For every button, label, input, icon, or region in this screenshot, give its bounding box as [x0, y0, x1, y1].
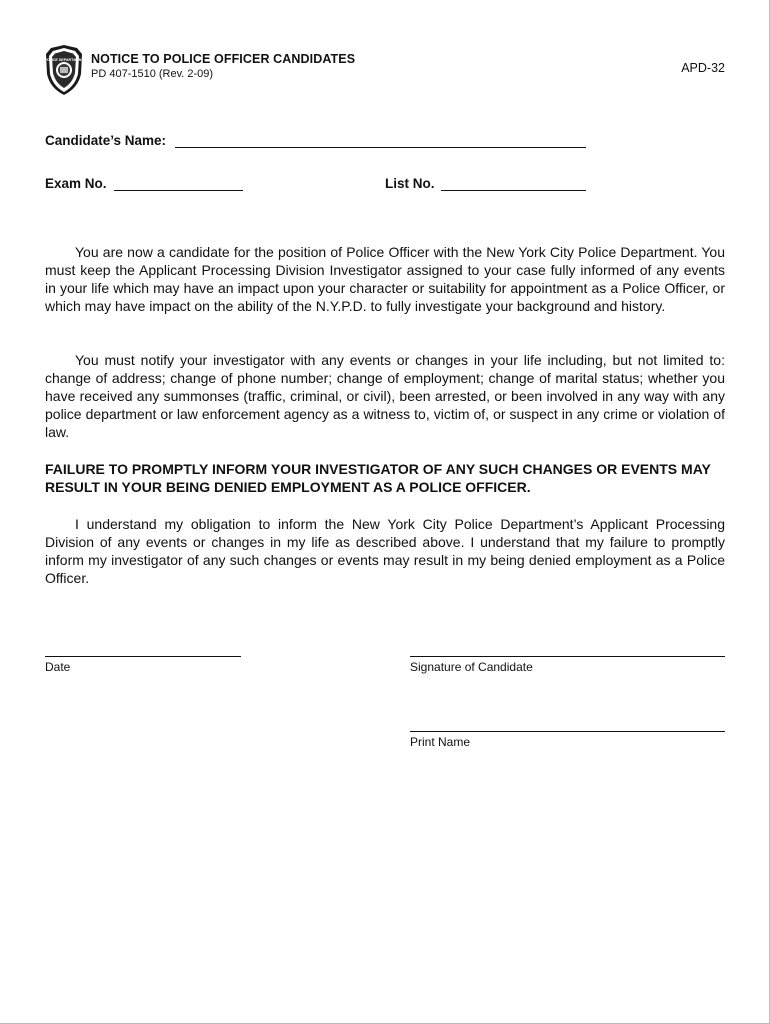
signature-field[interactable]: [410, 656, 725, 657]
paragraph-notify-investigator: [45, 351, 725, 441]
list-no-label: List No.: [385, 176, 435, 191]
paragraph-1-text: You are now a candidate for the position of Police Officer with the New York City Police Department. You must keep the Applicant Processing Division Investigator assigned to your case fully informed of any events in your life which may have an impact upon your character or suitability for appointment as a Police Officer, or which may have impact on the ability of the N.Y.P.D. to fully investigate your background and history.: [45, 244, 725, 314]
form-code: APD-32: [681, 61, 725, 75]
acknowledgement-text: I understand my obligation to inform the New York City Police Department’s Applicant Processing Division of any events or changes in my life as described above. I understand that my failure to promptly inform my investigator of any such changes or events may result in my being denied employment as a Police Officer.: [45, 516, 725, 586]
paragraph-2-text: You must notify your investigator with any events or changes in your life including, but not limited to: change of address; change of phone number; change of employment; change of marital status; whether you have received any summonses (traffic, criminal, or civil), been arrested, or been involved in any way with any police department or law enforcement agency as a witness to, victim of, or suspect in any crime or violation of law.: [45, 352, 725, 440]
signature-label: Signature of Candidate: [410, 660, 533, 674]
nypd-seal-logo: [44, 44, 84, 96]
seal-text: POLICE DEPARTMENT: [44, 58, 84, 62]
form-number: PD 407-1510 (Rev. 2-09): [91, 68, 214, 80]
paragraph-candidate-notice: [45, 243, 725, 315]
list-no-field[interactable]: [441, 190, 586, 191]
print-name-field[interactable]: [410, 731, 725, 732]
print-name-label: Print Name: [410, 735, 471, 749]
date-label: Date: [45, 660, 71, 674]
warning-statement: FAILURE TO PROMPTLY INFORM YOUR INVESTIGATOR OF ANY SUCH CHANGES OR EVENTS MAY RESULT IN YOUR BEING DENIED EMPLOYMENT AS A POLICE OFFICER.: [45, 461, 711, 495]
exam-no-label: Exam No.: [45, 176, 107, 191]
date-field[interactable]: [45, 656, 241, 657]
candidate-name-label: Candidate’s Name:: [45, 133, 167, 148]
form-title: NOTICE TO POLICE OFFICER CANDIDATES: [91, 52, 356, 66]
paragraph-acknowledgement: [45, 515, 725, 587]
exam-no-field[interactable]: [114, 190, 243, 191]
candidate-name-field[interactable]: [175, 147, 586, 148]
